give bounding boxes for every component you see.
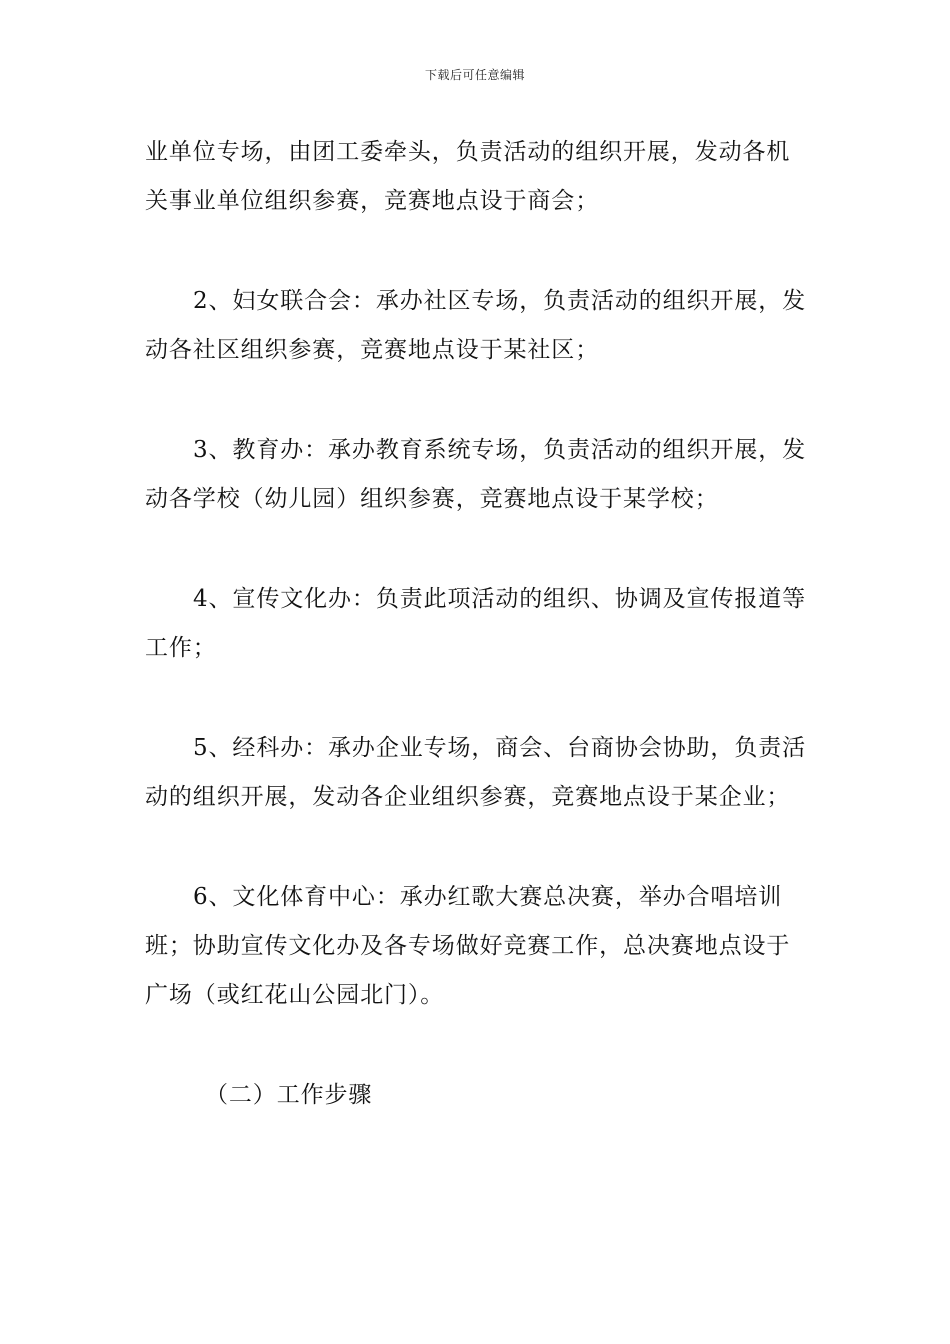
paragraph-item-4: 4、宣传文化办：负责此项活动的组织、协调及宣传报道等工作； — [145, 586, 807, 661]
paragraph-item-2: 2、妇女联合会：承办社区专场，负责活动的组织开展，发动各社区组织参赛，竞赛地点设于某社区； — [145, 288, 807, 363]
header-note: 下载后可任意编辑 — [424, 68, 525, 82]
document-body — [145, 128, 813, 1171]
paragraph-item-6: 6、文化体育中心：承办红歌大赛总决赛，举办合唱培训班；协助宣传文化办及各专场做好竞赛工作，总决赛地点设于广场（或红花山公园北门）。 — [145, 884, 791, 1008]
paragraph-item-3: 3、教育办：承办教育系统专场，负责活动的组织开展，发动各学校（幼儿园）组织参赛，竞赛地点设于某学校； — [145, 437, 807, 512]
paragraph-continuation: 业单位专场，由团工委牵头，负责活动的组织开展，发动各机关事业单位组织参赛，竞赛地点设于商会； — [145, 139, 791, 214]
section-heading: （二）工作步骤 — [205, 1082, 373, 1108]
paragraph-item-5: 5、经科办：承办企业专场，商会、台商协会协助，负责活动的组织开展，发动各企业组织参赛，竞赛地点设于某企业； — [145, 735, 807, 810]
